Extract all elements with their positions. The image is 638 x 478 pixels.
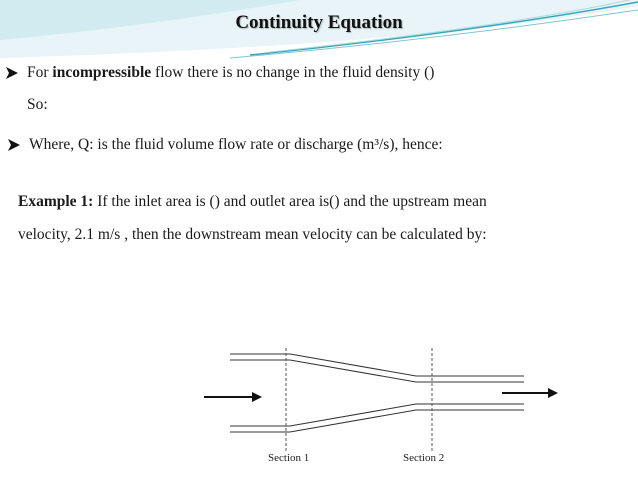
bullet-suffix: flow there is no change in the fluid density () bbox=[151, 64, 435, 81]
flow-arrow-icon bbox=[502, 388, 558, 398]
flow-arrow-icon bbox=[204, 392, 262, 402]
so-text: So: bbox=[27, 96, 48, 113]
example-line-2: velocity, 2.1 m/s , then the downstream mean velocity can be calculated by: bbox=[18, 226, 487, 243]
pipe-contraction-figure bbox=[178, 346, 562, 466]
pipe-diagram bbox=[178, 346, 562, 466]
arrow-bullet-icon bbox=[4, 65, 20, 86]
bold-term: incompressible bbox=[52, 64, 152, 81]
arrow-bullet-icon bbox=[6, 137, 22, 158]
section-2-label: Section 2 bbox=[403, 452, 445, 464]
slide-title: Continuity Equation bbox=[235, 12, 403, 33]
bullet-incompressible-text bbox=[27, 64, 434, 82]
section-1-label: Section 1 bbox=[268, 452, 310, 464]
example-line-1 bbox=[18, 193, 487, 211]
example-label: Example 1: bbox=[18, 193, 94, 210]
bullet-prefix: For bbox=[27, 64, 53, 81]
bullet-where-text: Where, Q: is the fluid volume flow rate or discharge (m³/s), hence: bbox=[29, 136, 443, 153]
example-text-1: If the inlet area is () and outlet area is() and the upstream mean bbox=[93, 193, 487, 210]
